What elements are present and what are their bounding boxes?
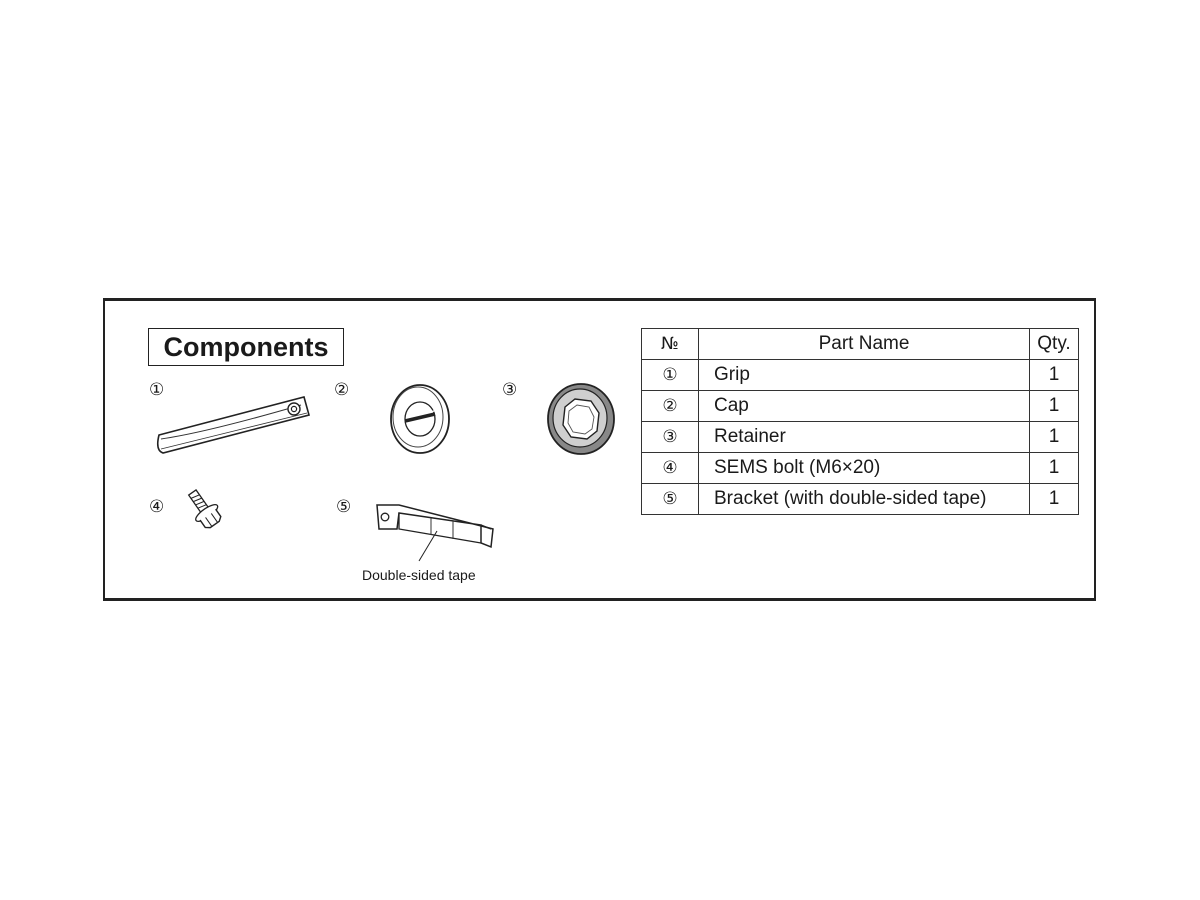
item-1-number: ① [149,380,165,400]
row-part-name: Cap [699,391,1030,422]
row-qty: 1 [1030,360,1079,391]
row-no: ② [642,391,699,422]
header-no: № [642,329,699,360]
row-part-name: Grip [699,360,1030,391]
double-sided-tape-label: Double-sided tape [362,567,476,583]
row-no: ④ [642,453,699,484]
table-row [642,391,1079,422]
row-part-name: Bracket (with double-sided tape) [699,484,1030,515]
item-4-number: ④ [149,497,165,517]
header-part-name: Part Name [699,329,1030,360]
components-title: Components [148,328,344,366]
table-header-row [642,329,1079,360]
retainer-icon [545,381,617,457]
row-qty: 1 [1030,453,1079,484]
table-row [642,422,1079,453]
row-qty: 1 [1030,484,1079,515]
row-part-name: Retainer [699,422,1030,453]
sems-bolt-icon [179,487,229,533]
item-2-number: ② [334,380,350,400]
row-qty: 1 [1030,422,1079,453]
table-row [642,453,1079,484]
components-panel [103,298,1096,601]
row-no: ③ [642,422,699,453]
row-part-name: SEMS bolt (M6×20) [699,453,1030,484]
grip-icon [149,391,321,461]
bracket-icon [371,499,501,565]
header-qty: Qty. [1030,329,1079,360]
item-3-number: ③ [502,380,518,400]
parts-table [641,328,1079,515]
row-no: ① [642,360,699,391]
cap-icon [387,381,453,457]
item-5-number: ⑤ [336,497,352,517]
row-no: ⑤ [642,484,699,515]
row-qty: 1 [1030,391,1079,422]
table-row [642,360,1079,391]
table-row [642,484,1079,515]
